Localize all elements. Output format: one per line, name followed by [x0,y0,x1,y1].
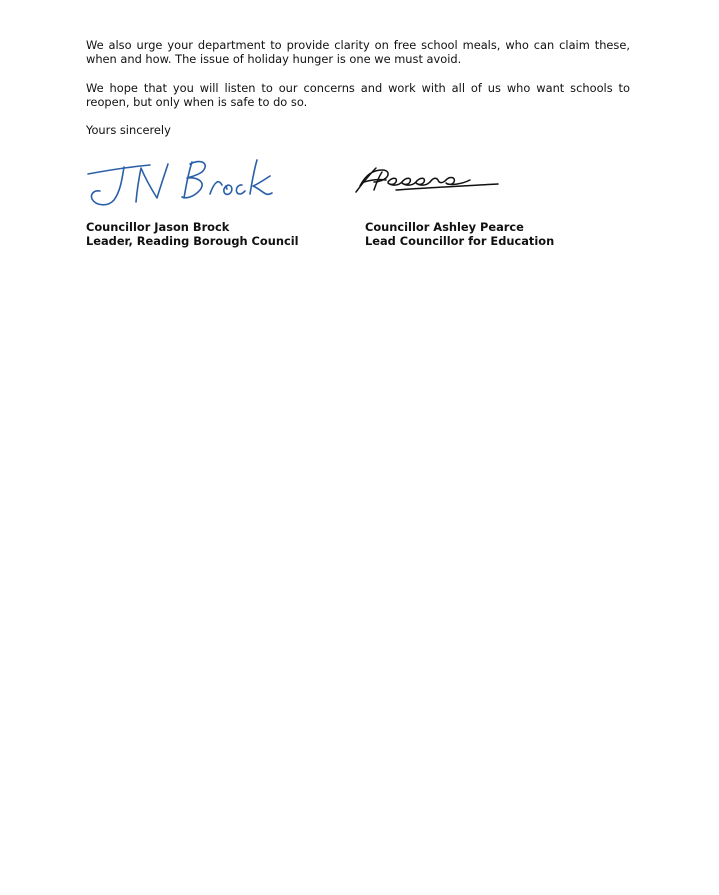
signatory-title: Leader, Reading Borough Council [86,234,299,248]
letter-closing: Yours sincerely [86,123,171,137]
signatory-block [86,220,299,248]
signatory-name: Councillor Jason Brock [86,220,230,234]
letter-paragraph: We also urge your department to provide clarity on free school meals, who can claim these, when and how. The issue of holiday hunger is one we must avoid. [86,38,630,66]
signatory-block [365,220,554,248]
signatory-title: Lead Councillor for Education [365,234,555,248]
signature-ashley-pearce-icon [352,160,502,200]
letter-paragraph: We hope that you will listen to our concerns and work with all of us who want schools to reopen, but only when is safe to do so. [86,81,630,109]
signatory-name: Councillor Ashley Pearce [365,220,524,234]
signature-jason-brock-icon [84,150,274,212]
